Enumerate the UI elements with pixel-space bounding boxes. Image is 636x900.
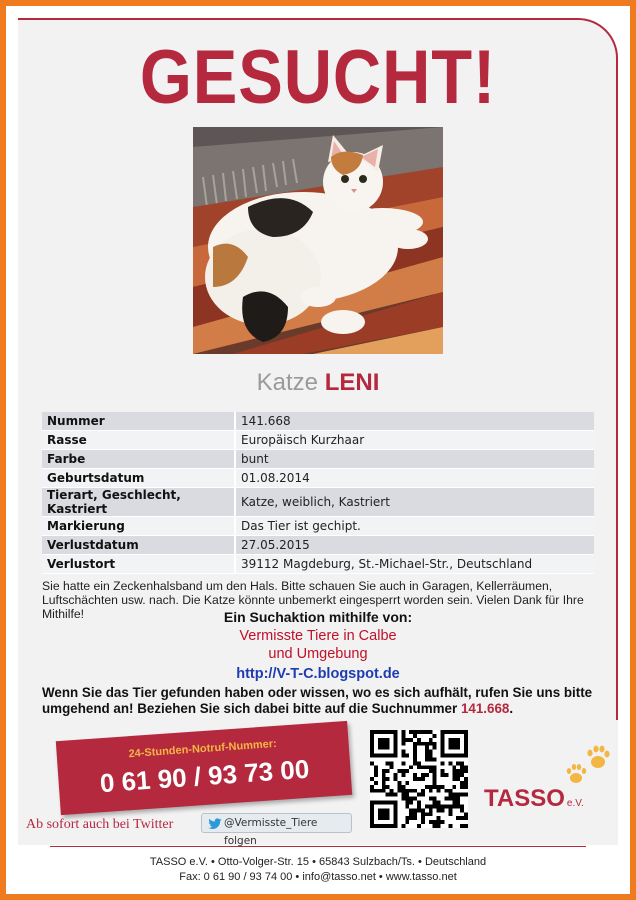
detail-value: 141.668 (235, 412, 594, 431)
table-row (42, 517, 594, 536)
table-row (42, 488, 594, 517)
call-to-action-suffix: . (509, 701, 514, 716)
twitter-follow-label: @Vermisste_Tiere folgen (224, 817, 318, 847)
search-group-link[interactable]: http://V-T-C.blogspot.de (236, 666, 400, 682)
search-group-name-line2: und Umgebung (268, 646, 368, 662)
detail-key: Markierung (42, 517, 235, 536)
twitter-text: Ab sofort auch bei Twitter (26, 817, 174, 832)
detail-value: 01.08.2014 (235, 469, 594, 488)
pet-name-heading (0, 368, 636, 398)
twitter-follow-button[interactable] (201, 813, 352, 847)
table-row (42, 431, 594, 450)
detail-key: Nummer (42, 412, 235, 431)
poster-title: GESUCHT! (139, 35, 497, 120)
pet-name: LENI (324, 369, 380, 396)
detail-key: Tierart, Geschlecht, Kastriert (42, 488, 235, 517)
tasso-logo-name: TASSO (484, 785, 565, 812)
detail-key: Verlustort (42, 555, 235, 574)
table-row (42, 450, 594, 469)
tasso-logo-suffix: e.V. (566, 798, 584, 809)
search-action-intro: Ein Suchaktion mithilfe von: (223, 609, 413, 625)
detail-value: Katze, weiblich, Kastriert (235, 488, 594, 517)
call-to-action-text: Wenn Sie das Tier gefunden haben oder wissen, wo es sich aufhält, rufen Sie uns bitte umgehend an! Beziehen Sie sich dabei bitte auf die Suchnummer (42, 685, 593, 716)
search-group-name-line1: Vermisste Tiere in Calbe (239, 628, 397, 644)
paw-icon (564, 744, 612, 786)
pet-type-label: Katze (256, 369, 319, 396)
hotline-number[interactable]: 0 61 90 / 93 73 00 (98, 753, 311, 799)
twitter-bird-icon (208, 818, 222, 830)
pet-details-table (42, 412, 594, 574)
footer-divider (50, 846, 586, 847)
detail-key: Verlustdatum (42, 536, 235, 555)
qr-code[interactable] (370, 730, 468, 828)
detail-key: Geburtsdatum (42, 469, 235, 488)
detail-value: 39112 Magdeburg, St.-Michael-Str., Deutschland (235, 555, 594, 574)
detail-value: bunt (235, 450, 594, 469)
footer-contact: Fax: 0 61 90 / 93 74 00 • info@tasso.net • www.tasso.net (179, 871, 457, 883)
footer-address: TASSO e.V. • Otto-Volger-Str. 15 • 65843 Sulzbach/Ts. • Deutschland (149, 856, 487, 868)
hotline-label: 24-Stunden-Notruf-Nummer: (128, 737, 278, 761)
detail-key: Rasse (42, 431, 235, 450)
table-row (42, 412, 594, 431)
detail-key: Farbe (42, 450, 235, 469)
call-to-action (42, 685, 602, 717)
table-row (42, 469, 594, 488)
search-number: 141.668 (460, 701, 510, 716)
description-text: Sie hatte ein Zeckenhalsband um den Hals. Bitte schauen Sie auch in Garagen, Kellerräumen, Luftschächten usw. nach. Die Katze könnte unbemerkt eingesperrt worden sein. Vielen Dank für Ihre Mithilfe! (42, 579, 584, 621)
cat-photo (193, 127, 443, 354)
detail-value: Europäisch Kurzhaar (235, 431, 594, 450)
detail-value: Das Tier ist gechipt. (235, 517, 594, 536)
tasso-logo (484, 785, 584, 813)
detail-value: 27.05.2015 (235, 536, 594, 555)
table-row (42, 555, 594, 574)
table-row (42, 536, 594, 555)
